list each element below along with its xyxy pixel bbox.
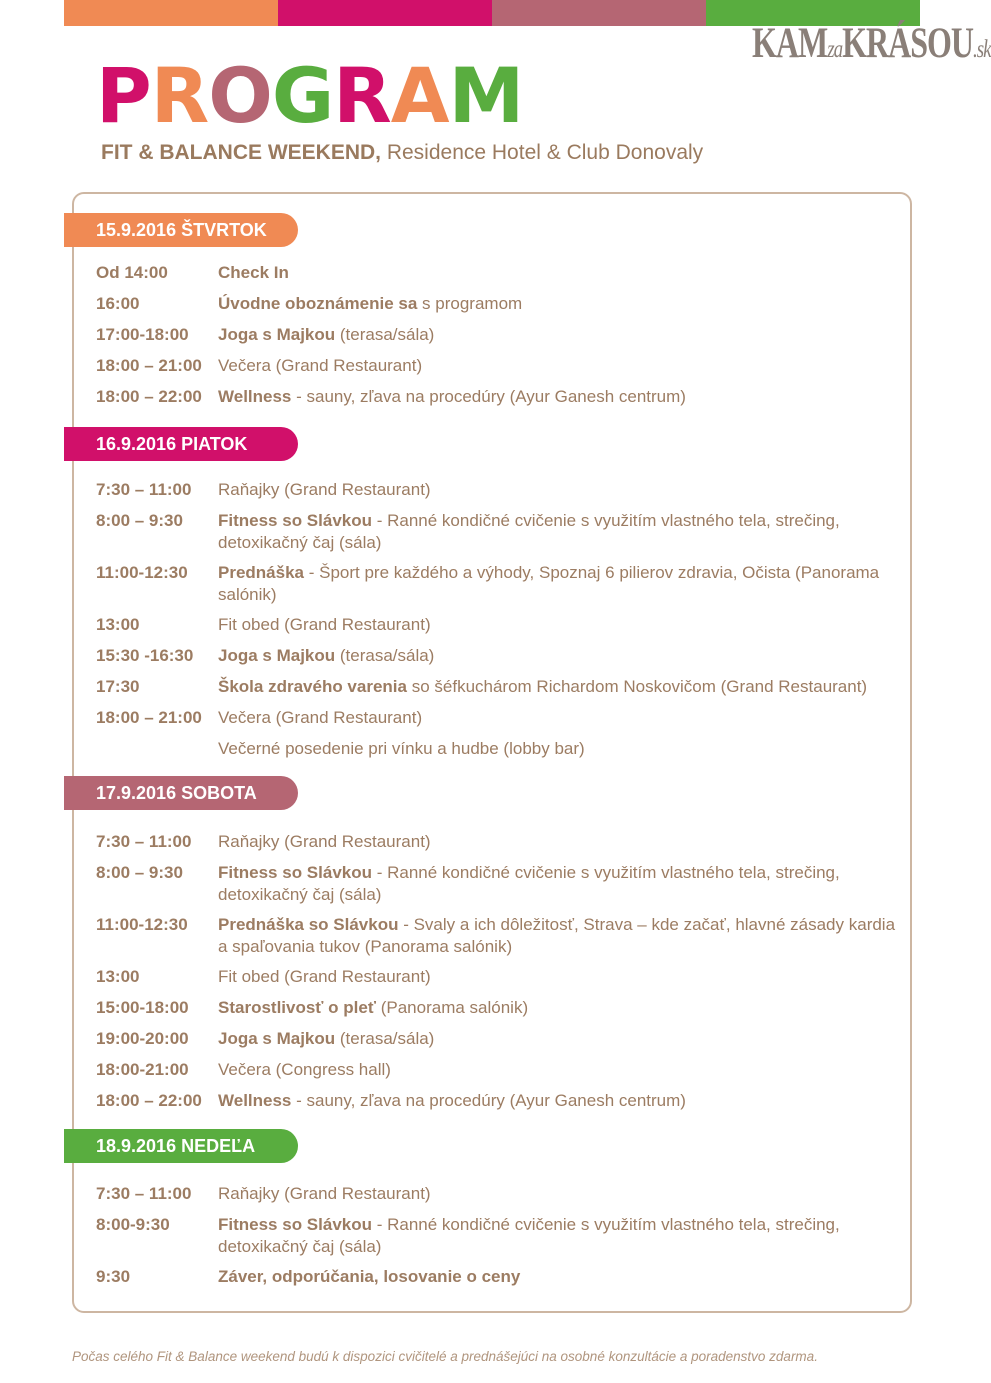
activity-detail: - Ranné kondičné cvičenie s využitím vlastného tela, strečing, detoxikačný čaj (sála)	[218, 1215, 840, 1256]
schedule-time: 13:00	[96, 967, 140, 986]
schedule-time: 8:00-9:30	[96, 1215, 170, 1234]
activity-detail: Večera (Grand Restaurant)	[218, 708, 423, 727]
schedule-desc	[218, 479, 906, 501]
day-header: 18.9.2016 NEDEĽA	[64, 1129, 298, 1163]
subtitle-event: FIT & BALANCE WEEKEND,	[101, 141, 381, 164]
schedule-row	[96, 386, 906, 408]
title-letter: R	[333, 51, 391, 140]
schedule-desc	[218, 914, 906, 958]
schedule-row	[96, 1059, 906, 1081]
activity-detail: so šéfkuchárom Richardom Noskovičom (Grand Restaurant)	[406, 677, 868, 696]
activity-detail: Fit obed (Grand Restaurant)	[218, 967, 431, 986]
schedule-desc	[218, 831, 906, 853]
schedule-desc	[218, 676, 906, 698]
schedule-row	[96, 1090, 906, 1112]
schedule-time: 17:30	[96, 677, 140, 696]
schedule-row	[96, 966, 906, 988]
schedule-row	[96, 1028, 906, 1050]
schedule-time: 7:30 – 11:00	[96, 1184, 192, 1203]
activity-name: Záver, odporúčania, losovanie o ceny	[218, 1267, 521, 1286]
schedule-row	[96, 707, 906, 729]
schedule-desc	[218, 738, 906, 760]
schedule-row	[96, 1183, 906, 1205]
schedule-desc	[218, 1266, 906, 1288]
schedule-time: 13:00	[96, 615, 140, 634]
title-letter: P	[96, 51, 151, 140]
page-title	[96, 51, 524, 140]
schedule-desc	[218, 862, 906, 906]
activity-detail: Večera (Congress hall)	[218, 1060, 391, 1079]
day-header: 17.9.2016 SOBOTA	[64, 776, 298, 810]
schedule-time	[96, 738, 218, 760]
stripe-magenta	[278, 0, 492, 26]
activity-detail: (terasa/sála)	[335, 325, 435, 344]
schedule-row	[96, 831, 906, 853]
activity-detail: - sauny, zľava na procedúry (Ayur Ganesh centrum)	[291, 1091, 686, 1110]
activity-name: Joga s Majkou	[218, 646, 336, 665]
day-header: 16.9.2016 PIATOK	[64, 427, 298, 461]
schedule-desc	[218, 1090, 906, 1112]
activity-name: Prednáška so Slávkou	[218, 915, 399, 934]
schedule-row	[96, 1266, 906, 1288]
schedule-time: 7:30 – 11:00	[96, 480, 192, 499]
schedule-time: 18:00 – 22:00	[96, 387, 202, 406]
schedule-row	[96, 562, 906, 606]
schedule-desc	[218, 1183, 906, 1205]
schedule-row	[96, 914, 906, 958]
schedule-row	[96, 355, 906, 377]
schedule-desc	[218, 614, 906, 636]
schedule-desc	[218, 966, 906, 988]
activity-name: Joga s Majkou	[218, 1029, 336, 1048]
schedule-row	[96, 1214, 906, 1258]
activity-detail: s programom	[417, 294, 523, 313]
schedule-row	[96, 262, 906, 284]
title-letter: R	[150, 51, 209, 140]
activity-detail: - Ranné kondičné cvičenie s využitím vlastného tela, strečing, detoxikačný čaj (sála)	[218, 511, 840, 552]
schedule-time: 11:00-12:30	[96, 915, 188, 934]
schedule-time: 7:30 – 11:00	[96, 832, 192, 851]
activity-name: Prednáška	[218, 563, 304, 582]
schedule-row	[96, 645, 906, 667]
logo-part-za: za	[827, 35, 843, 64]
activity-detail: (terasa/sála)	[335, 1029, 435, 1048]
schedule-time: 18:00 – 21:00	[96, 356, 202, 375]
activity-name: Wellness	[218, 387, 292, 406]
schedule-row	[96, 862, 906, 906]
activity-detail: - Svaly a ich dôležitosť, Strava – kde začať, hlavné zásady kardia a spaľovania tukov (Panorama salónik)	[218, 915, 896, 956]
stripe-rose	[492, 0, 706, 26]
footer-note: Počas celého Fit & Balance weekend budú k dispozici cvičitelé a prednášejúci na osobné konzultácie a poradenstvo zdarma.	[72, 1349, 818, 1364]
schedule-row	[96, 324, 906, 346]
brand-logo	[752, 18, 991, 68]
activity-detail: Večerné posedenie pri vínku a hudbe (lobby bar)	[218, 739, 585, 758]
title-letter: O	[208, 51, 272, 140]
activity-name: Check In	[218, 263, 289, 282]
schedule-row	[96, 479, 906, 501]
activity-detail: - Šport pre každého a výhody, Spoznaj 6 pilierov zdravia, Očista (Panorama salónik)	[218, 563, 880, 604]
schedule-time: 18:00 – 22:00	[96, 1091, 202, 1110]
logo-part-sk: .sk	[973, 35, 991, 64]
schedule-desc	[218, 562, 906, 606]
schedule-desc	[218, 293, 906, 315]
schedule-row	[96, 997, 906, 1019]
activity-name: Fitness so Slávkou	[218, 511, 372, 530]
schedule-row	[96, 738, 906, 760]
schedule-time: 19:00-20:00	[96, 1029, 189, 1048]
activity-detail: Raňajky (Grand Restaurant)	[218, 1184, 431, 1203]
schedule-desc	[218, 324, 906, 346]
activity-name: Škola zdravého varenia	[218, 677, 407, 696]
schedule-desc	[218, 355, 906, 377]
subtitle-venue: Residence Hotel & Club Donovaly	[381, 141, 704, 164]
title-letter: A	[390, 51, 449, 140]
activity-detail: Fit obed (Grand Restaurant)	[218, 615, 431, 634]
schedule-row	[96, 293, 906, 315]
activity-detail: (Panorama salónik)	[376, 998, 529, 1017]
schedule-row	[96, 676, 906, 698]
schedule-desc	[218, 645, 906, 667]
title-letter: M	[448, 51, 524, 140]
schedule-desc	[218, 1214, 906, 1258]
schedule-time: 18:00-21:00	[96, 1060, 189, 1079]
schedule-desc	[218, 386, 906, 408]
page-subtitle	[101, 141, 703, 165]
activity-detail: - sauny, zľava na procedúry (Ayur Ganesh centrum)	[291, 387, 686, 406]
schedule-time: 8:00 – 9:30	[96, 511, 183, 530]
schedule-desc	[218, 997, 906, 1019]
schedule-desc	[218, 1028, 906, 1050]
activity-name: Úvodne oboznámenie sa	[218, 294, 418, 313]
schedule-time: 17:00-18:00	[96, 325, 189, 344]
activity-name: Fitness so Slávkou	[218, 863, 372, 882]
schedule-time: 15:00-18:00	[96, 998, 189, 1017]
schedule-time: 15:30 -16:30	[96, 646, 194, 665]
schedule-time: Od 14:00	[96, 263, 168, 282]
activity-name: Wellness	[218, 1091, 292, 1110]
activity-detail: - Ranné kondičné cvičenie s využitím vlastného tela, strečing, detoxikačný čaj (sála)	[218, 863, 840, 904]
schedule-desc	[218, 262, 906, 284]
activity-name: Joga s Majkou	[218, 325, 336, 344]
schedule-time: 18:00 – 21:00	[96, 708, 202, 727]
schedule-time: 9:30	[96, 1267, 131, 1286]
activity-detail: Večera (Grand Restaurant)	[218, 356, 423, 375]
activity-name: Fitness so Slávkou	[218, 1215, 372, 1234]
activity-detail: (terasa/sála)	[335, 646, 435, 665]
stripe-orange	[64, 0, 278, 26]
schedule-row	[96, 614, 906, 636]
schedule-row	[96, 510, 906, 554]
logo-part-kam: KAM	[752, 18, 828, 67]
activity-name: Starostlivosť o pleť	[218, 998, 376, 1017]
day-header: 15.9.2016 ŠTVRTOK	[64, 213, 298, 247]
schedule-time: 8:00 – 9:30	[96, 863, 183, 882]
logo-part-krasou: KRÁSOU	[842, 18, 974, 67]
title-letter: G	[271, 51, 334, 140]
activity-detail: Raňajky (Grand Restaurant)	[218, 480, 431, 499]
schedule-desc	[218, 510, 906, 554]
schedule-time: 16:00	[96, 294, 140, 313]
schedule-time: 11:00-12:30	[96, 563, 188, 582]
schedule-desc	[218, 1059, 906, 1081]
activity-detail: Raňajky (Grand Restaurant)	[218, 832, 431, 851]
schedule-desc	[218, 707, 906, 729]
